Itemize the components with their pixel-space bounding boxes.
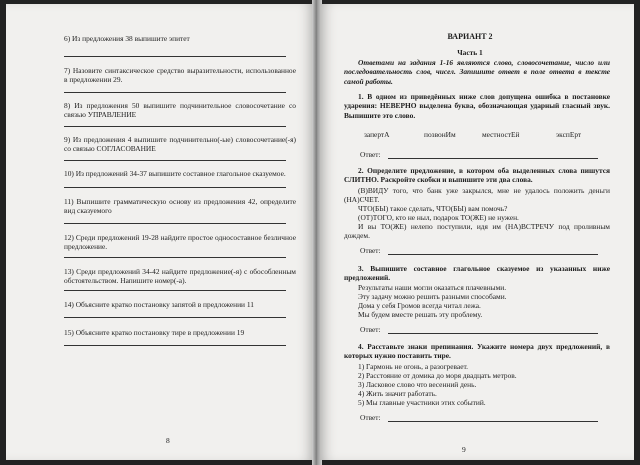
- answer-line-12[interactable]: [64, 257, 286, 258]
- question-6: 6) Из предложения 38 выпишите эпитет: [64, 34, 190, 43]
- word-option: позвонИм: [424, 130, 456, 139]
- task-4-answer-label: Ответ:: [360, 413, 381, 422]
- task-4-line: 1) Гармонь не огонь, а разогревает.: [358, 362, 468, 371]
- instructions: Ответами на задания 1-16 являются слово, словосочетание, число или последовательность слов, чисел. Запишите ответ в поле ответа в тексте самой работы.: [344, 58, 610, 86]
- answer-line-13[interactable]: [64, 290, 286, 291]
- task-4-line: 5) Мы главные участники этих событий.: [358, 398, 486, 407]
- task-2-line: (ОТ)ТОГО, кто не ныл, подарок ТО(ЖЕ) не нужен.: [358, 213, 519, 222]
- word-option: экспЕрт: [556, 130, 582, 139]
- task-4-line: 4) Жить значит работать.: [358, 389, 437, 398]
- task-3-line: Эту задачу можно решить разными способами.: [358, 292, 507, 301]
- page-number-left: 8: [166, 436, 170, 445]
- answer-line-14[interactable]: [64, 317, 286, 318]
- answer-line-6[interactable]: [64, 56, 286, 57]
- task-3-answer-label: Ответ:: [360, 325, 381, 334]
- question-11: 11) Выпишите грамматическую основу из предложения 42, определите вид сказуемого: [64, 197, 296, 216]
- answer-line-10[interactable]: [64, 187, 286, 188]
- variant-title: ВАРИАНТ 2: [447, 32, 493, 41]
- task-1-text: 1. В одном из приведённых ниже слов допущена ошибка в постановке ударения: НЕВЕРНО выделена буква, обозначающая ударный гласный звук. Выпишите это слово.: [344, 92, 610, 120]
- answer-line-9[interactable]: [64, 160, 286, 161]
- question-12: 12) Среди предложений 19-28 найдите простое односоставное безличное предложение.: [64, 233, 296, 252]
- task-2-line: ЧТО(БЫ) такое сделать, ЧТО(БЫ) вам помочь?: [358, 204, 508, 213]
- task-3-line: Дома у себя Громов всегда читал лежа.: [358, 301, 481, 310]
- answer-line-15[interactable]: [64, 345, 286, 346]
- part-title: Часть 1: [457, 48, 483, 57]
- word-option: запертА: [364, 130, 390, 139]
- question-14: 14) Объясните кратко постановку запятой в предложении 11: [64, 300, 254, 309]
- answer-line-7[interactable]: [64, 92, 286, 93]
- task-2-text: 2. Определите предложение, в котором оба выделенных слова пишутся СЛИТНО. Раскройте скобки и выпишите эти два слова.: [344, 166, 610, 185]
- left-page: [6, 4, 314, 460]
- task-3-line: Результаты наши могли оказаться плачевными.: [358, 283, 507, 292]
- question-15: 15) Объясните кратко постановку тире в предложении 19: [64, 328, 245, 337]
- task-1-answer-label: Ответ:: [360, 150, 381, 159]
- page-number-right: 9: [462, 445, 466, 454]
- question-8: 8) Из предложения 50 выпишите подчинительное словосочетание со связью УПРАВЛЕНИЕ: [64, 101, 296, 120]
- task-2-line: (В)ВИДУ того, что банк уже закрылся, мне не удалось положить деньги (НА)СЧЕТ.: [344, 186, 610, 205]
- right-page: [320, 4, 634, 460]
- task-2-line: И вы ТО(ЖЕ) нелепо поступили, идя им (НА)ВСТРЕЧУ под проливным дождем.: [344, 222, 610, 241]
- answer-line-8[interactable]: [64, 126, 286, 127]
- task-3-answer-line[interactable]: [388, 333, 598, 334]
- question-9: 9) Из предложения 4 выпишите подчинительно(-ые) словосочетание(-я) со связью СОГЛАСОВАНИЕ: [64, 135, 296, 154]
- task-2-answer-line[interactable]: [388, 254, 598, 255]
- task-1-answer-line[interactable]: [388, 158, 598, 159]
- question-7: 7) Назовите синтаксическое средство выразительности, использованное в предложении 29.: [64, 66, 296, 85]
- task-4-line: 3) Ласковое слово что весенний день.: [358, 380, 477, 389]
- task-2-answer-label: Ответ:: [360, 246, 381, 255]
- task-4-text: 4. Расставьте знаки препинания. Укажите номера двух предложений, в которых нужно поставить тире.: [344, 342, 610, 361]
- task-3-text: 3. Выпишите составное глагольное сказуемое из указанных ниже предложений.: [344, 264, 610, 283]
- question-13: 13) Среди предложений 34-42 найдите предложение(-я) с обособленным обстоятельством. Напишите номер(-а).: [64, 267, 296, 286]
- task-3-line: Мы будем вместе решать эту проблему.: [358, 310, 483, 319]
- answer-line-11[interactable]: [64, 223, 286, 224]
- task-4-answer-line[interactable]: [388, 421, 598, 422]
- question-10: 10) Из предложений 34-37 выпишите составное глагольное сказуемое.: [64, 169, 286, 178]
- task-4-line: 2) Расстояние от домика до моря двадцать метров.: [358, 371, 517, 380]
- word-option: местностЕй: [482, 130, 520, 139]
